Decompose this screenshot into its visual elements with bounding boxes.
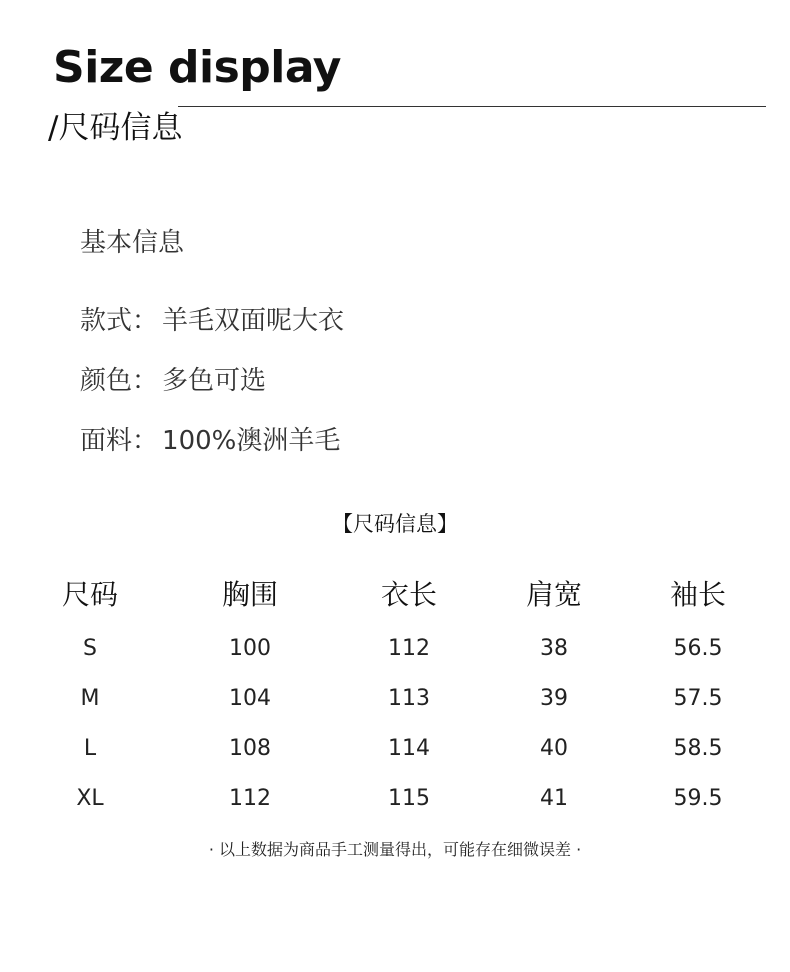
info-label: 面料	[80, 426, 133, 456]
cell-size: M	[80, 686, 100, 711]
basic-info-heading: 基本信息	[80, 228, 185, 258]
cell-shoulder: 40	[540, 736, 568, 761]
info-row-style	[80, 307, 344, 337]
cell-sleeve: 56.5	[673, 636, 723, 661]
cell-length: 112	[388, 636, 430, 661]
cell-size: S	[83, 636, 97, 661]
page-title: Size display	[53, 42, 341, 93]
info-value: 100%澳洲羊毛	[162, 426, 341, 456]
cell-sleeve: 57.5	[673, 686, 723, 711]
cell-chest: 108	[229, 736, 271, 761]
cell-sleeve: 58.5	[673, 736, 723, 761]
column-header-length: 衣长	[380, 578, 437, 611]
page-subtitle: /尺码信息	[48, 110, 183, 146]
cell-shoulder: 38	[540, 636, 568, 661]
measurement-footnote: · 以上数据为商品手工测量得出，可能存在细微误差 ·	[208, 840, 582, 859]
cell-size: L	[83, 736, 97, 761]
cell-length: 115	[388, 786, 430, 811]
column-header-shoulder: 肩宽	[525, 578, 582, 611]
info-label: 颜色	[80, 366, 133, 396]
column-header-sleeve: 袖长	[669, 578, 726, 611]
info-value: 多色可选	[162, 366, 267, 396]
info-row-color	[80, 367, 266, 397]
cell-size: XL	[76, 786, 104, 811]
column-header-chest: 胸围	[221, 578, 278, 611]
cell-shoulder: 39	[540, 686, 568, 711]
cell-length: 113	[388, 686, 430, 711]
cell-chest: 104	[229, 686, 271, 711]
column-header-size: 尺码	[61, 578, 118, 611]
size-table-heading: 【尺码信息】	[332, 512, 458, 536]
cell-chest: 112	[229, 786, 271, 811]
cell-length: 114	[388, 736, 430, 761]
cell-chest: 100	[229, 636, 271, 661]
info-row-fabric	[80, 427, 340, 457]
info-separator: ：	[132, 306, 159, 336]
info-separator: ：	[132, 366, 159, 396]
header-divider	[178, 106, 766, 107]
info-label: 款式	[80, 306, 133, 336]
info-separator: ：	[132, 426, 159, 456]
cell-shoulder: 41	[540, 786, 568, 811]
cell-sleeve: 59.5	[673, 786, 723, 811]
info-value: 羊毛双面呢大衣	[162, 306, 345, 336]
